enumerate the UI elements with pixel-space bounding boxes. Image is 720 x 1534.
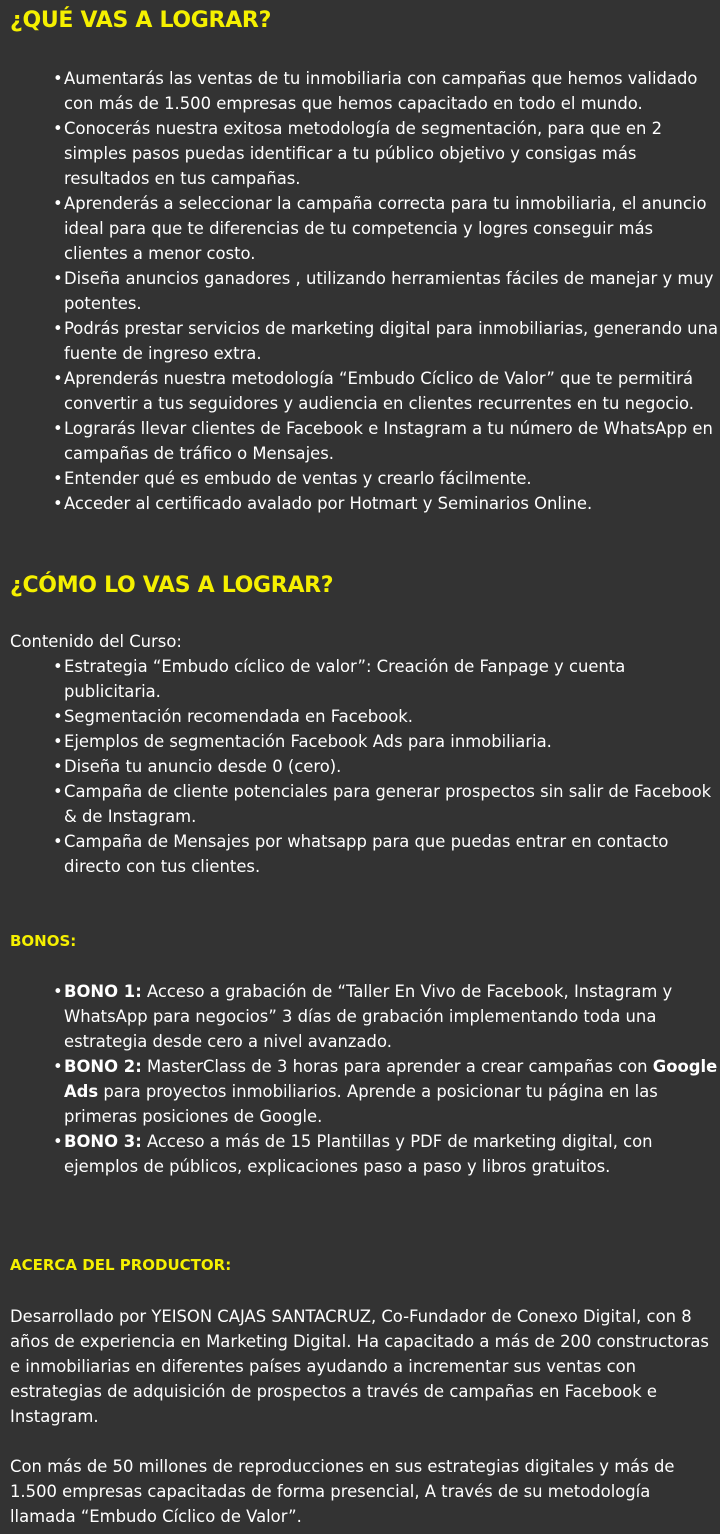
bullet-icon: • [53, 494, 63, 513]
bonos-heading: BONOS: [10, 932, 77, 950]
bullet-icon: • [53, 419, 63, 438]
list-item: • Lograrás llevar clientes de Facebook e Instagram a tu número de WhatsApp en campañas de tráfico o Mensajes. [48, 416, 720, 466]
list-item: • Campaña de cliente potenciales para generar prospectos sin salir de Facebook & de Instagram. [48, 779, 720, 829]
bullet-icon: • [53, 757, 63, 776]
list-item-bono-2: • BONO 2: MasterClass de 3 horas para aprender a crear campañas con Google Ads para proyectos inmobiliarios. Aprende a posicionar tu página en las primeras posiciones de Google. [48, 1054, 720, 1129]
bonos-list [48, 979, 720, 1179]
bullet-icon: • [53, 1057, 63, 1076]
course-content-list [48, 654, 720, 879]
bullet-icon: • [53, 69, 63, 88]
bullet-icon: • [53, 782, 63, 801]
list-item: • Diseña tu anuncio desde 0 (cero). [48, 754, 720, 779]
bullet-icon: • [53, 657, 63, 676]
list-item-bono-3: • BONO 3: Acceso a más de 15 Plantillas y PDF de marketing digital, con ejemplos de públicos, explicaciones paso a paso y libros gratuitos. [48, 1129, 720, 1179]
bullet-icon: • [53, 119, 63, 138]
list-item: • Aumentarás las ventas de tu inmobiliaria con campañas que hemos validado con más de 1.500 empresas que hemos capacitado en todo el mundo. [48, 66, 720, 116]
bullet-icon: • [53, 732, 63, 751]
acerca-del-productor-heading: ACERCA DEL PRODUCTOR: [10, 1256, 232, 1274]
productor-paragraph-1: Desarrollado por YEISON CAJAS SANTACRUZ, Co-Fundador de Conexo Digital, con 8 años de experiencia en Marketing Digital. Ha capacitado a más de 200 constructoras e inmobiliarias en diferentes países ayudando a incrementar sus ventas con estrategias de adquisición de prospectos a través de campañas en Facebook e Instagram. [10, 1307, 709, 1426]
bullet-icon: • [53, 194, 63, 213]
list-item: • Diseña anuncios ganadores , utilizando herramientas fáciles de manejar y muy potentes. [48, 266, 720, 316]
course-content-intro: Contenido del Curso: [10, 632, 182, 651]
list-item-bono-1: • BONO 1: Acceso a grabación de “Taller En Vivo de Facebook, Instagram y WhatsApp para negocios” 3 días de grabación implementando toda una estrategia desde cero a nivel avanzado. [48, 979, 720, 1054]
benefits-list [48, 66, 720, 516]
bullet-icon: • [53, 832, 63, 851]
bullet-icon: • [53, 469, 63, 488]
list-item: • Campaña de Mensajes por whatsapp para que puedas entrar en contacto directo con tus clientes. [48, 829, 720, 879]
list-item: • Podrás prestar servicios de marketing digital para inmobiliarias, generando una fuente de ingreso extra. [48, 316, 720, 366]
list-item: • Conocerás nuestra exitosa metodología de segmentación, para que en 2 simples pasos puedas identificar a tu público objetivo y consigas más resultados en tus campañas. [48, 116, 720, 191]
bullet-icon: • [53, 1132, 63, 1151]
list-item: • Segmentación recomendada en Facebook. [48, 704, 720, 729]
list-item: • Acceder al certificado avalado por Hotmart y Seminarios Online. [48, 491, 720, 516]
que-vas-a-lograr-heading: ¿QUÉ VAS A LOGRAR? [10, 8, 272, 33]
como-lo-vas-a-lograr-heading: ¿CÓMO LO VAS A LOGRAR? [10, 573, 334, 598]
bullet-icon: • [53, 269, 63, 288]
list-item: • Aprenderás nuestra metodología “Embudo Cíclico de Valor” que te permitirá convertir a tus seguidores y audiencia en clientes recurrentes en tu negocio. [48, 366, 720, 416]
list-item: • Ejemplos de segmentación Facebook Ads para inmobiliaria. [48, 729, 720, 754]
bullet-icon: • [53, 319, 63, 338]
productor-paragraph-2: Con más de 50 millones de reproducciones en sus estrategias digitales y más de 1.500 empresas capacitadas de forma presencial, A través de su metodología llamada “Embudo Cíclico de Valor”. [10, 1457, 675, 1526]
bullet-icon: • [53, 982, 63, 1001]
bullet-icon: • [53, 707, 63, 726]
list-item: • Estrategia “Embudo cíclico de valor”: Creación de Fanpage y cuenta publicitaria. [48, 654, 720, 704]
list-item: • Aprenderás a seleccionar la campaña correcta para tu inmobiliaria, el anuncio ideal para que te diferencias de tu competencia y logres conseguir más clientes a menor costo. [48, 191, 720, 266]
bullet-icon: • [53, 369, 63, 388]
list-item: • Entender qué es embudo de ventas y crearlo fácilmente. [48, 466, 720, 491]
